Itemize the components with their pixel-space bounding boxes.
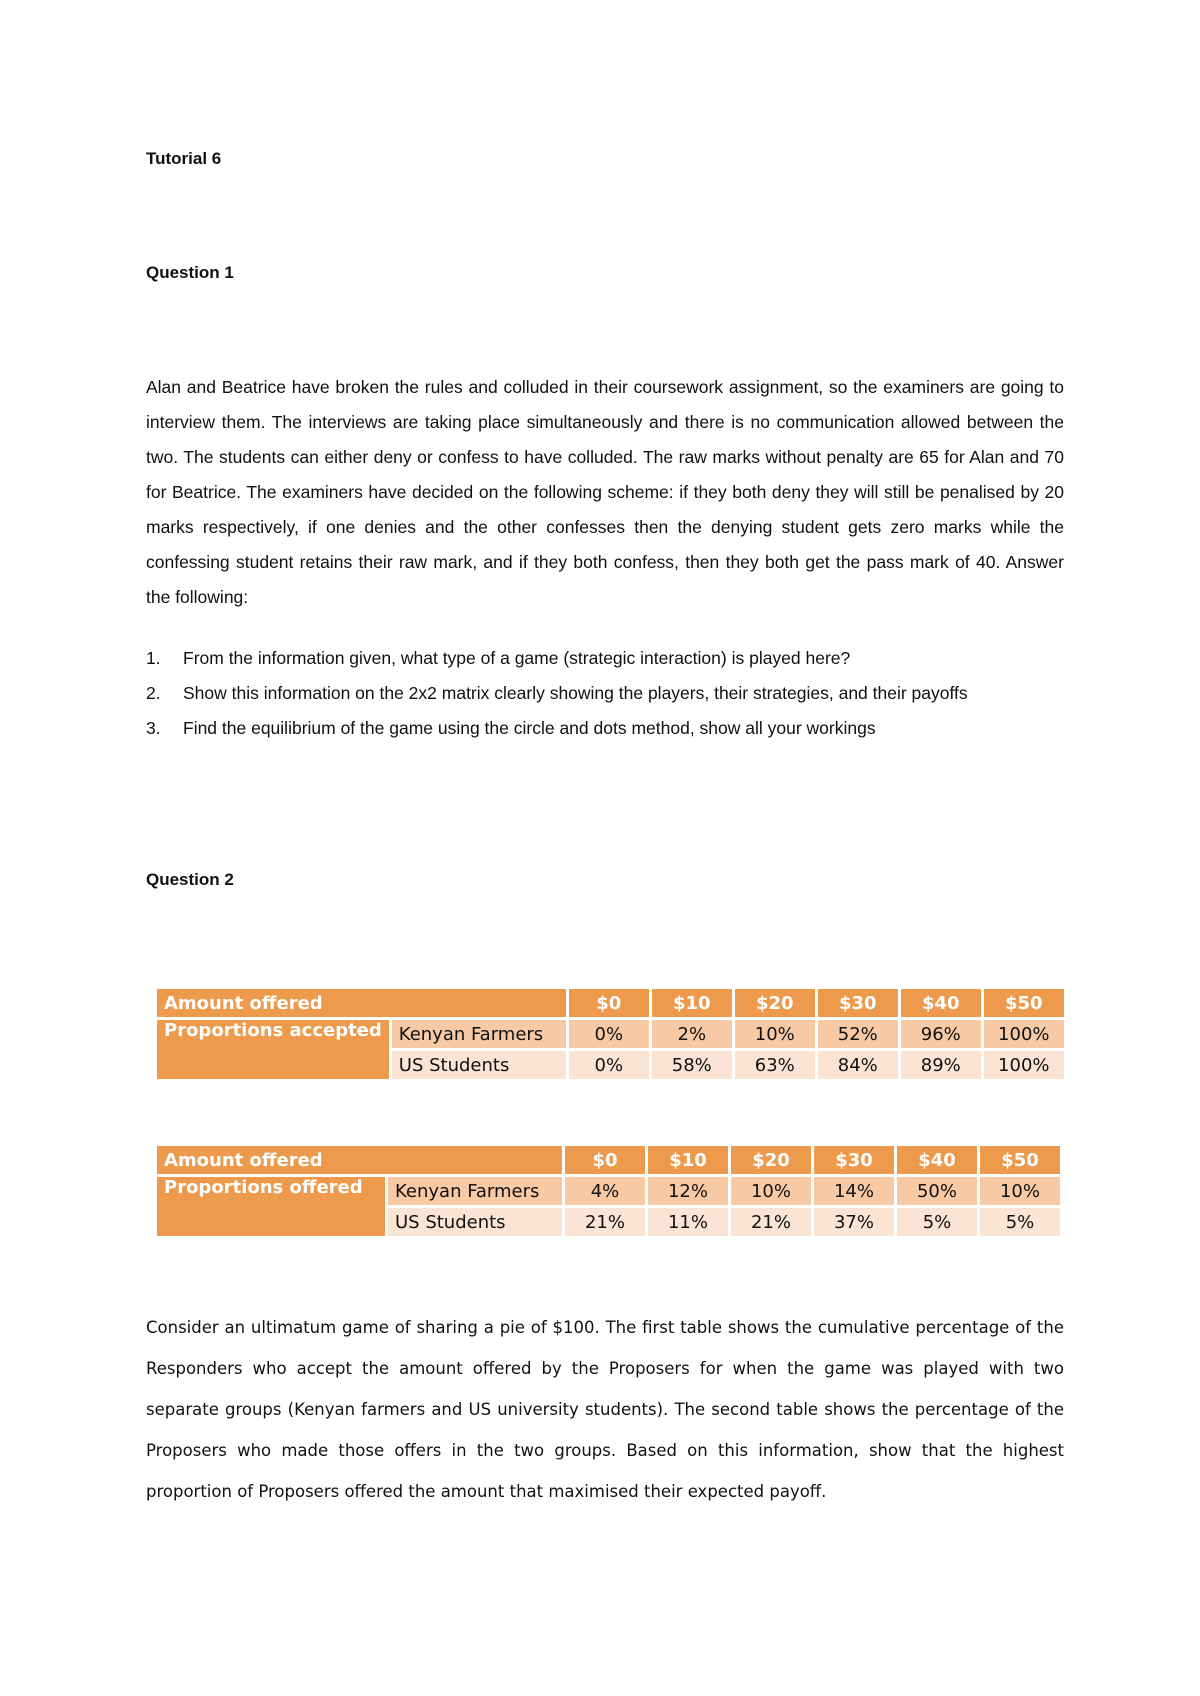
question-1-paragraph: Alan and Beatrice have broken the rules and colluded in their coursework assignment, so the examiners are going to interview them. The interviews are taking place simultaneously and there is no communication allowed between the two. The students can either deny or confess to have colluded. The raw marks without penalty are 65 for Alan and 70 for Beatrice. The examiners have decided on the following scheme: if they both deny they will still be penalised by 20 marks respectively, if one denies and the other confesses then the denying student gets zero marks while the confessing student retains their raw mark, and if they both confess, then they both get the pass mark of 40. Answer the following: [146, 377, 1064, 607]
header-label: Amount offered [157, 989, 566, 1017]
value-cell: 10% [731, 1177, 811, 1205]
value-cell: 0% [569, 1020, 649, 1048]
amount-cell: $0 [569, 989, 649, 1017]
value-cell: 58% [652, 1051, 732, 1079]
list-item-text: Find the equilibrium of the game using the circle and dots method, show all your workings [183, 718, 876, 738]
amount-cell: $50 [984, 989, 1064, 1017]
value-cell: 52% [818, 1020, 898, 1048]
table-header-row [157, 989, 1064, 1017]
acceptance-table [154, 986, 1067, 1082]
value-cell: 21% [565, 1208, 645, 1236]
group-name: US Students [392, 1051, 566, 1079]
group-name: Kenyan Farmers [388, 1177, 562, 1205]
group-name: US Students [388, 1208, 562, 1236]
list-item-text: Show this information on the 2x2 matrix clearly showing the players, their strategies, and their payoffs [183, 683, 968, 703]
amount-cell: $40 [897, 1146, 977, 1174]
value-cell: 10% [980, 1177, 1060, 1205]
value-cell: 21% [731, 1208, 811, 1236]
question-1-list [146, 641, 1064, 746]
value-cell: 11% [648, 1208, 728, 1236]
value-cell: 100% [984, 1051, 1064, 1079]
value-cell: 2% [652, 1020, 732, 1048]
value-cell: 10% [735, 1020, 815, 1048]
question-1-heading: Question 1 [146, 263, 234, 282]
list-item [146, 641, 1064, 676]
question-2-heading: Question 2 [146, 870, 234, 889]
value-cell: 100% [984, 1020, 1064, 1048]
amount-cell: $50 [980, 1146, 1060, 1174]
list-item-number: 3. [146, 718, 161, 738]
row-label: Proportions accepted [157, 1020, 389, 1079]
amount-cell: $10 [648, 1146, 728, 1174]
header-label: Amount offered [157, 1146, 562, 1174]
value-cell: 5% [980, 1208, 1060, 1236]
amount-cell: $20 [735, 989, 815, 1017]
value-cell: 12% [648, 1177, 728, 1205]
value-cell: 96% [901, 1020, 981, 1048]
offers-table [154, 1143, 1063, 1239]
table-row [157, 1020, 1064, 1048]
list-item [146, 711, 1064, 746]
value-cell: 84% [818, 1051, 898, 1079]
table-row [157, 1177, 1060, 1205]
list-item-number: 1. [146, 648, 161, 668]
list-item-number: 2. [146, 683, 161, 703]
amount-cell: $30 [818, 989, 898, 1017]
group-name: Kenyan Farmers [392, 1020, 566, 1048]
table-header-row [157, 1146, 1060, 1174]
list-item [146, 676, 1064, 711]
value-cell: 5% [897, 1208, 977, 1236]
amount-cell: $40 [901, 989, 981, 1017]
value-cell: 37% [814, 1208, 894, 1236]
list-item-text: From the information given, what type of a game (strategic interaction) is played here? [183, 648, 851, 668]
row-label: Proportions offered [157, 1177, 385, 1236]
amount-cell: $0 [565, 1146, 645, 1174]
value-cell: 50% [897, 1177, 977, 1205]
amount-cell: $10 [652, 989, 732, 1017]
value-cell: 89% [901, 1051, 981, 1079]
value-cell: 14% [814, 1177, 894, 1205]
value-cell: 63% [735, 1051, 815, 1079]
amount-cell: $20 [731, 1146, 811, 1174]
value-cell: 0% [569, 1051, 649, 1079]
page-title: Tutorial 6 [146, 149, 222, 168]
value-cell: 4% [565, 1177, 645, 1205]
question-2-paragraph: Consider an ultimatum game of sharing a pie of $100. The first table shows the cumulative percentage of the Responders who accept the amount offered by the Proposers for when the game was played with two separate groups (Kenyan farmers and US university students). The second table shows the percentage of the Proposers who made those offers in the two groups. Based on this information, show that the highest proportion of Proposers offered the amount that maximised their expected payoff. [146, 1318, 1064, 1501]
amount-cell: $30 [814, 1146, 894, 1174]
